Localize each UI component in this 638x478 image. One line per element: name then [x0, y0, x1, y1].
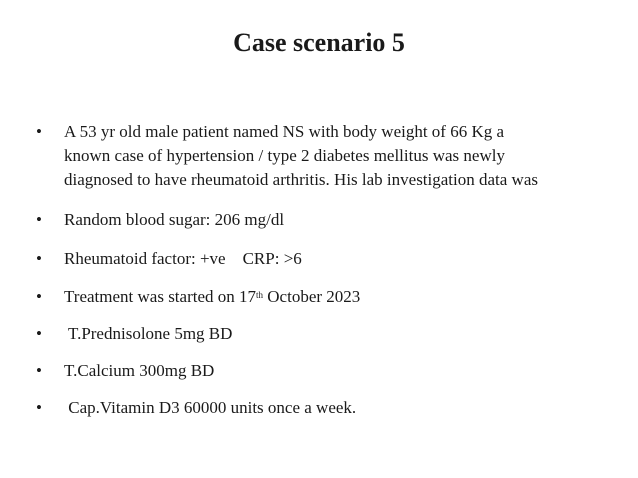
slide-title: Case scenario 5 — [233, 28, 405, 57]
rheumatoid-factor-text: Rheumatoid factor: +ve CRP: >6 — [64, 249, 302, 268]
bullet-icon: • — [36, 210, 42, 229]
patient-description — [64, 120, 606, 192]
treatment-start-ordinal: th — [256, 290, 264, 300]
patient-description-line-3: diagnosed to have rheumatoid arthritis. His lab investigation data was — [64, 170, 538, 189]
prednisolone-text: T.Prednisolone 5mg BD — [64, 324, 233, 343]
bullet-icon: • — [36, 361, 42, 380]
treatment-start-suffix: October 2023 — [263, 287, 361, 306]
treatment-start-prefix: Treatment was started on 17 — [64, 287, 257, 306]
treatment-start-text — [64, 285, 606, 309]
patient-description-line-2: known case of hypertension / type 2 diabetes mellitus was newly — [64, 146, 505, 165]
calcium-text: T.Calcium 300mg BD — [64, 361, 215, 380]
vitamin-d3-text: Cap.Vitamin D3 60000 units once a week. — [64, 398, 357, 417]
patient-description-line-1: A 53 yr old male patient named NS with body weight of 66 Kg a — [64, 122, 505, 141]
bullet-icon: • — [36, 324, 42, 343]
bullet-icon: • — [36, 122, 42, 141]
bullet-icon: • — [36, 287, 42, 306]
bullet-icon: • — [36, 398, 42, 417]
bullet-icon: • — [36, 249, 42, 268]
blood-sugar-text: Random blood sugar: 206 mg/dl — [64, 210, 285, 229]
